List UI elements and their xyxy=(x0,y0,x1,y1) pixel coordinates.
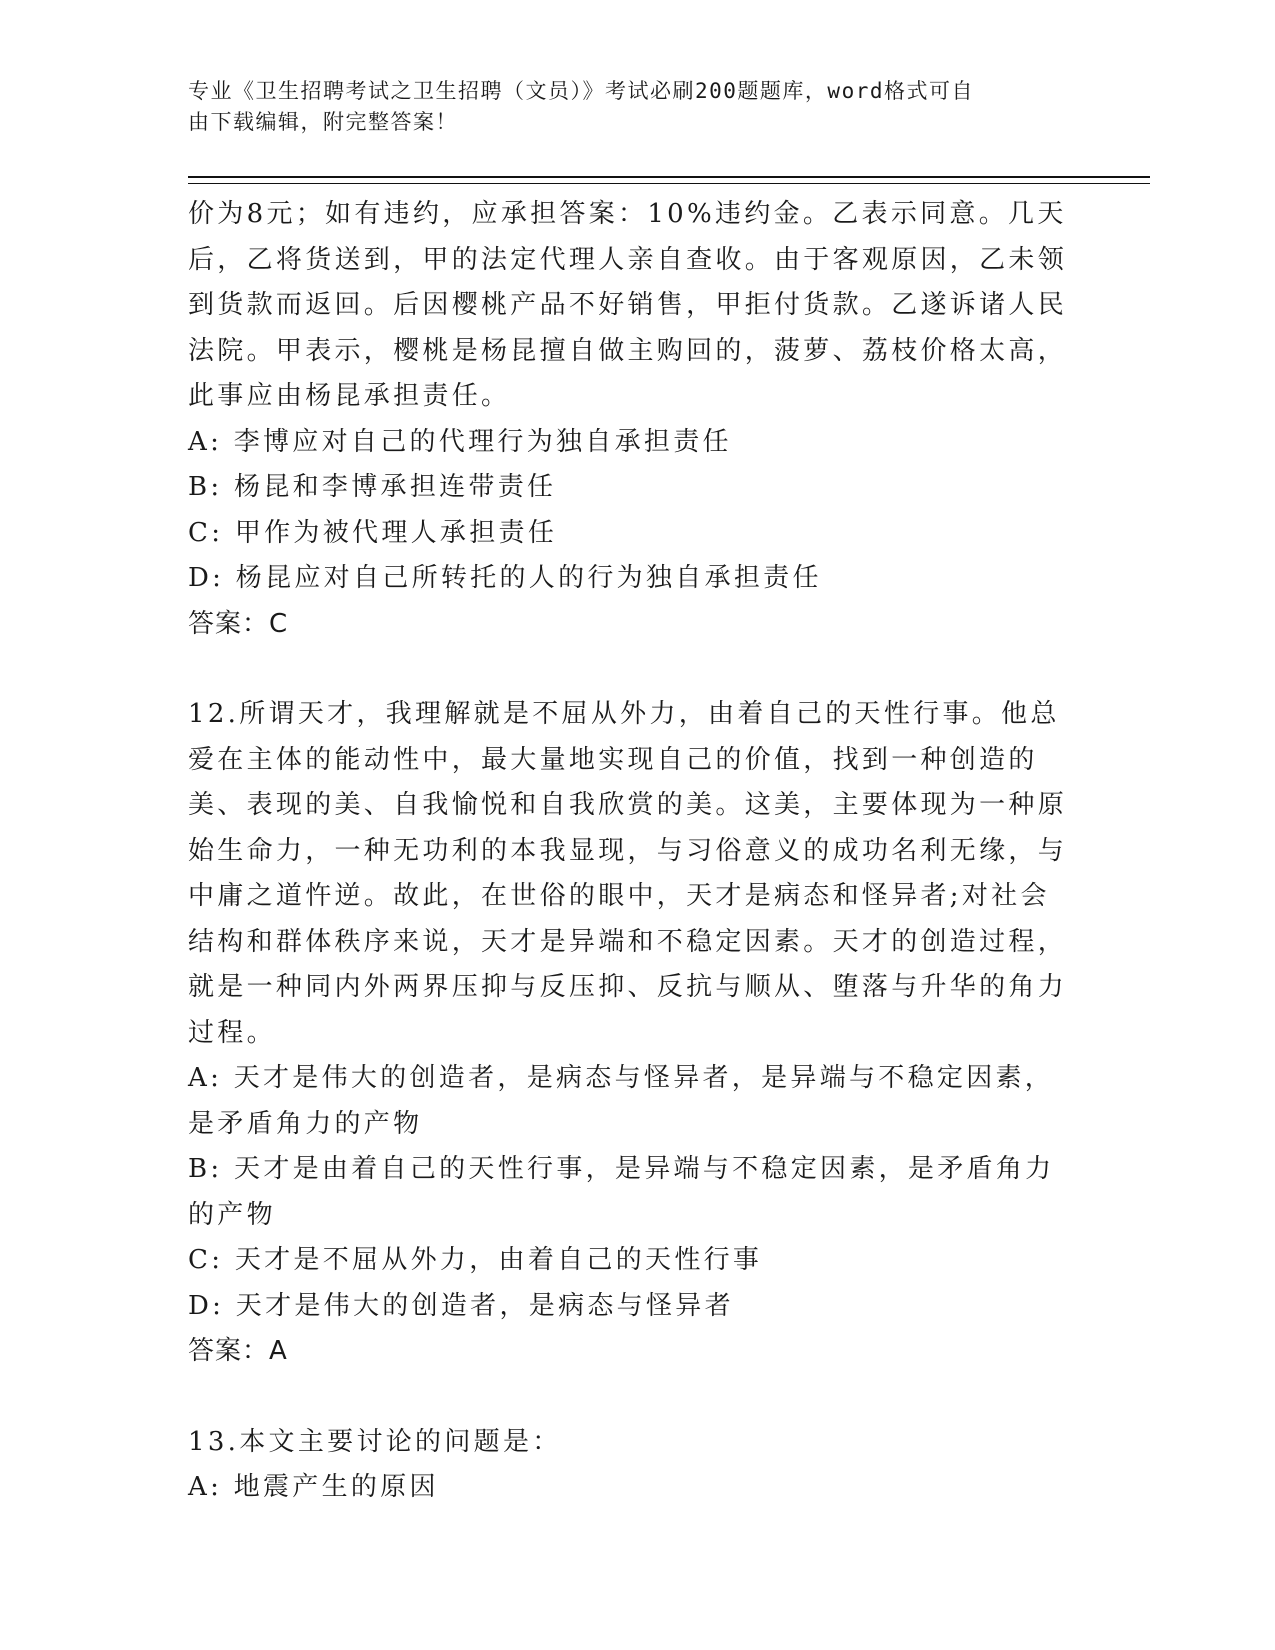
header-divider-thin xyxy=(188,183,1150,184)
option-b: B: 天才是由着自己的天性行事，是异端与不稳定因素，是矛盾角力的产物 xyxy=(188,1154,1055,1230)
option-a: A: 地震产生的原因 xyxy=(188,1472,439,1502)
document-body xyxy=(188,192,1078,1511)
header-line-1: 专业《卫生招聘考试之卫生招聘（文员）》考试必刷200题题库，word格式可自 xyxy=(188,79,974,103)
question-stem: 价为8元；如有违约，应承担答案：10%违约金。乙表示同意。几天后，乙将货送到，甲的法定代理人亲自查收。由于客观原因，乙未领到货款而返回。后因樱桃产品不好销售，甲拒付货款。乙遂诉诸人民法院。甲表示，樱桃是杨昆擅自做主购回的，菠萝、荔枝价格太高，此事应由杨昆承担责任。 xyxy=(188,199,1068,411)
option-c: C: 甲作为被代理人承担责任 xyxy=(188,517,558,548)
option-a: A: 天才是伟大的创造者，是病态与怪异者，是异端与不稳定因素，是矛盾角力的产物 xyxy=(188,1063,1055,1139)
option-a: A: 李博应对自己的代理行为独自承担责任 xyxy=(188,426,732,457)
option-d: D: 天才是伟大的创造者，是病态与怪异者 xyxy=(188,1290,734,1321)
answer-line: 答案：C xyxy=(188,608,289,639)
document-header xyxy=(188,76,1078,138)
option-b: B: 杨昆和李博承担连带责任 xyxy=(188,472,557,502)
question-stem: 12.所谓天才，我理解就是不屈从外力，由着自己的天性行事。他总爱在主体的能动性中，最大量地实现自己的价值，找到一种创造的美、表现的美、自我愉悦和自我欣赏的美。这美，主要体现为一种原始生命力，一种无功利的本我显现，与习俗意义的成功名利无缘，与中庸之道忤逆。故此，在世俗的眼中，天才是病态和怪异者;对社会结构和群体秩序来说，天才是异端和不稳定因素。天才的创造过程，就是一种同内外两界压抑与反压抑、反抗与顺从、堕落与升华的角力过程。 xyxy=(188,699,1068,1048)
question-13 xyxy=(188,1420,1078,1511)
question-12 xyxy=(188,692,1078,1375)
question-stem: 13.本文主要讨论的问题是： xyxy=(188,1426,562,1457)
answer-line: 答案：A xyxy=(188,1336,288,1366)
option-d: D: 杨昆应对自己所转托的人的行为独自承担责任 xyxy=(188,563,822,593)
question-spacer xyxy=(188,647,1078,692)
header-divider-thick xyxy=(188,176,1150,178)
header-line-2: 由下载编辑，附完整答案！ xyxy=(188,110,458,134)
question-spacer xyxy=(188,1375,1078,1420)
question-11 xyxy=(188,192,1078,647)
option-c: C: 天才是不屈从外力，由着自己的天性行事 xyxy=(188,1245,763,1275)
